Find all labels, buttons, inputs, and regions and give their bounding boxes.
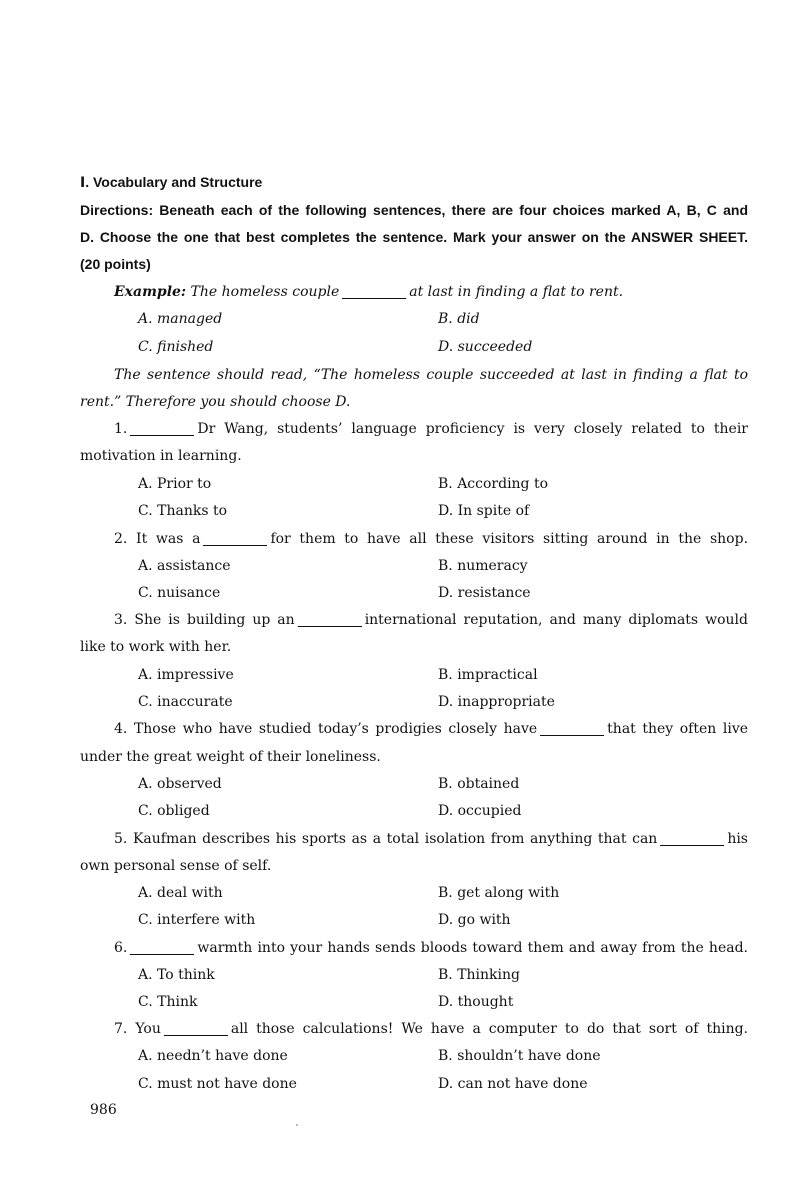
question-4-option-b: B. obtained (438, 776, 520, 792)
question-4-continued: under the great weight of their loneliness. (80, 749, 381, 765)
example-option-a: A. managed (138, 311, 223, 327)
example-option-b: B. did (438, 311, 480, 327)
section-title: Ⅰ. Vocabulary and Structure (80, 174, 263, 190)
question-3-option-b: B. impractical (438, 667, 538, 683)
question-5-option-a: A. deal with (138, 885, 223, 901)
question-2-option-d: D. resistance (438, 585, 531, 601)
question-3-option-d: D. inappropriate (438, 694, 555, 710)
page-number: 986 (90, 1102, 117, 1118)
question-3-option-c: C. inaccurate (138, 694, 233, 710)
question-4-stem (114, 716, 748, 743)
question-2-stem (114, 526, 748, 553)
question-1-option-d: D. In spite of (438, 503, 530, 519)
answer-blank (540, 719, 604, 736)
question-5-option-d: D. go with (438, 912, 511, 928)
question-6-option-d: D. thought (438, 994, 514, 1010)
answer-blank (164, 1019, 228, 1036)
example-stem-before: The homeless couple (190, 284, 340, 300)
question-text-before: It was a (136, 531, 201, 547)
directions-line-1: Directions: Beneath each of the following sentences, there are four choices marked A, B, C and (80, 202, 748, 218)
question-text-before: You (135, 1021, 161, 1037)
question-text-after: that they often live (607, 721, 749, 737)
question-number: 6. (114, 940, 128, 956)
question-text-after: for them to have all these visitors sitting around in the shop. (270, 531, 749, 547)
answer-blank (130, 419, 194, 436)
answer-blank (298, 610, 362, 627)
question-7-option-c: C. must not have done (138, 1076, 297, 1092)
directions-line-2: D. Choose the one that best completes the sentence. Mark your answer on the ANSWER SHEET. (80, 229, 748, 245)
question-number: 4. (114, 721, 128, 737)
question-text-before: Those who have studied today’s prodigies closely have (133, 721, 538, 737)
question-6-option-c: C. Think (138, 994, 198, 1010)
example-explanation-line-2: rent.” Therefore you should choose D. (80, 394, 351, 410)
question-text: Dr Wang, students’ language proficiency is very closely related to their (197, 421, 748, 437)
question-number: 7. (114, 1021, 128, 1037)
example-explanation-line-1: The sentence should read, “The homeless couple succeeded at last in finding a flat to (114, 367, 748, 383)
question-3-option-a: A. impressive (138, 667, 234, 683)
question-text-after: all those calculations! We have a computer to do that sort of thing. (230, 1021, 749, 1037)
question-3-continued: like to work with her. (80, 639, 232, 655)
question-text-after: his (727, 831, 748, 847)
question-2-option-b: B. numeracy (438, 558, 528, 574)
question-text-before: Kaufman describes his sports as a total isolation from anything that can (132, 831, 658, 847)
question-7-option-b: B. shouldn’t have done (438, 1048, 601, 1064)
question-5-option-b: B. get along with (438, 885, 560, 901)
question-number: 1. (114, 421, 128, 437)
question-number: 3. (114, 612, 128, 628)
example-option-d: D. succeeded (438, 339, 533, 355)
question-1-option-c: C. Thanks to (138, 503, 228, 519)
question-4-option-a: A. observed (138, 776, 222, 792)
question-5-option-c: C. interfere with (138, 912, 256, 928)
example-label: Example: (114, 284, 187, 300)
question-4-option-c: C. obliged (138, 803, 210, 819)
question-3-stem (114, 607, 748, 634)
example-stem (114, 279, 748, 306)
question-number: 2. (114, 531, 128, 547)
question-1-continued: motivation in learning. (80, 448, 242, 464)
question-6-stem (114, 935, 748, 962)
question-1-stem (114, 416, 748, 443)
answer-blank (203, 529, 267, 546)
question-5-continued: own personal sense of self. (80, 858, 272, 874)
question-text: warmth into your hands sends bloods toward them and away from the head. (197, 940, 748, 956)
answer-blank (130, 938, 194, 955)
question-7-stem (114, 1016, 748, 1043)
question-5-stem (114, 826, 748, 853)
answer-blank (660, 829, 724, 846)
question-6-option-b: B. Thinking (438, 967, 520, 983)
scan-speck (296, 1124, 298, 1126)
question-4-option-d: D. occupied (438, 803, 522, 819)
question-7-option-d: D. can not have done (438, 1076, 588, 1092)
answer-blank (342, 282, 406, 299)
question-6-option-a: A. To think (138, 967, 215, 983)
question-text-after: international reputation, and many diplomats would (364, 612, 748, 628)
directions-line-3: (20 points) (80, 256, 151, 272)
question-2-option-c: C. nuisance (138, 585, 221, 601)
question-text-before: She is building up an (134, 612, 295, 628)
question-number: 5. (114, 831, 128, 847)
question-7-option-a: A. needn’t have done (138, 1048, 288, 1064)
example-stem-after: at last in finding a flat to rent. (409, 284, 624, 300)
question-2-option-a: A. assistance (138, 558, 231, 574)
example-option-c: C. finished (138, 339, 214, 355)
question-1-option-b: B. According to (438, 476, 549, 492)
question-1-option-a: A. Prior to (138, 476, 212, 492)
